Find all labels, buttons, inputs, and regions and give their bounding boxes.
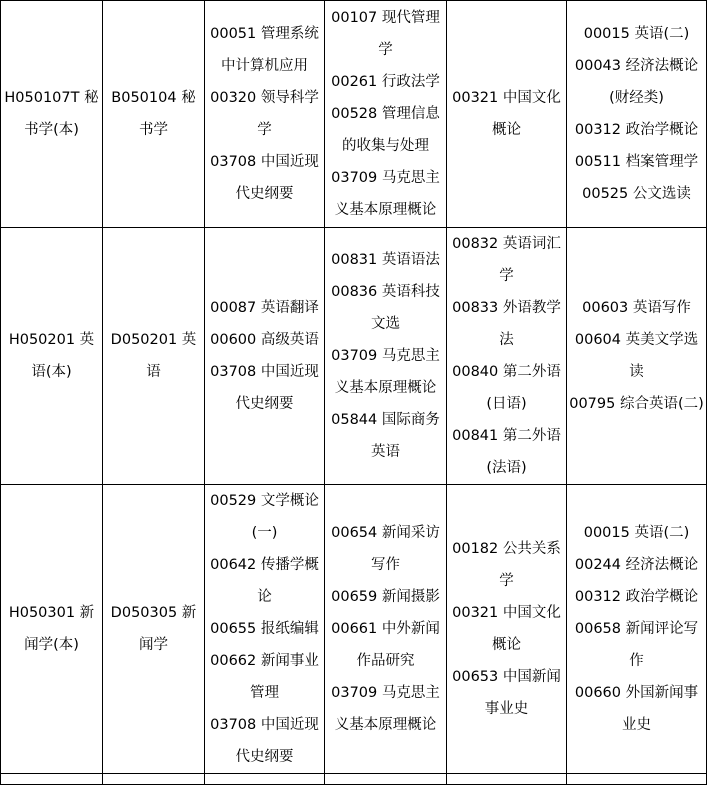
course-entry: 00015 英语(二) — [583, 525, 690, 541]
course-entry: 00529 文学概论(一) — [210, 493, 319, 541]
course-entry: 03708 中国近现代史纲要 — [210, 364, 319, 412]
course-cell — [567, 1, 707, 228]
course-entry: 00261 行政法学 — [331, 74, 440, 90]
course-entry: 00043 经济法概论(财经类) — [574, 58, 699, 106]
course-entry: 03709 马克思主义基本原理概论 — [331, 685, 440, 733]
empty-cell — [1, 774, 103, 785]
base-code-text: B050104 秘书学 — [111, 90, 196, 138]
course-entry: 00642 传播学概论 — [210, 557, 319, 605]
course-entry: 00600 高级英语 — [210, 332, 319, 348]
course-cell — [325, 1, 447, 228]
course-entry: 00662 新闻事业管理 — [210, 653, 319, 701]
table-row — [1, 485, 707, 774]
course-entry: 00660 外国新闻事业史 — [574, 685, 699, 733]
course-entry: 00107 现代管理学 — [331, 10, 440, 58]
empty-cell — [567, 774, 707, 785]
major-code-text: H050201 英语(本) — [8, 332, 95, 380]
major-code-text: H050301 新闻学(本) — [8, 605, 95, 653]
base-code-text: D050201 英语 — [110, 332, 197, 380]
course-cell — [567, 485, 707, 774]
major-code-text: H050107T 秘书学(本) — [4, 90, 99, 138]
course-entry: 00831 英语语法 — [331, 252, 440, 268]
course-cell — [205, 485, 325, 774]
course-entry: 00321 中国文化概论 — [452, 90, 561, 138]
course-entry: 03709 马克思主义基本原理概论 — [331, 170, 440, 218]
empty-cell — [103, 774, 205, 785]
course-cell — [447, 485, 567, 774]
course-entry: 00604 英美文学选读 — [574, 332, 699, 380]
course-entry: 00320 领导科学学 — [210, 90, 319, 138]
course-entry: 00051 管理系统中计算机应用 — [210, 26, 319, 74]
course-entry: 00182 公共关系学 — [452, 541, 561, 589]
course-entry: 00528 管理信息的收集与处理 — [331, 106, 440, 154]
course-entry: 00795 综合英语(二) — [569, 396, 704, 412]
course-entry: 00840 第二外语(日语) — [452, 364, 561, 412]
course-entry: 00655 报纸编辑 — [210, 621, 319, 637]
table-row — [1, 1, 707, 228]
course-entry: 00312 政治学概论 — [574, 122, 699, 138]
course-entry: 00832 英语词汇学 — [452, 236, 561, 284]
course-entry: 00841 第二外语(法语) — [452, 428, 561, 476]
course-cell — [325, 485, 447, 774]
base-code-cell — [103, 485, 205, 774]
course-entry: 00087 英语翻译 — [210, 300, 319, 316]
course-cell — [567, 228, 707, 485]
empty-cell — [447, 774, 567, 785]
course-entry: 00833 外语教学法 — [452, 300, 561, 348]
course-entry: 00015 英语(二) — [583, 26, 690, 42]
course-cell — [325, 228, 447, 485]
base-code-text: D050305 新闻学 — [110, 605, 197, 653]
course-entry: 00511 档案管理学 — [574, 154, 699, 170]
empty-cell — [325, 774, 447, 785]
course-cell — [205, 228, 325, 485]
course-entry: 00603 英语写作 — [582, 300, 691, 316]
course-entry: 00321 中国文化概论 — [452, 605, 561, 653]
course-entry: 00653 中国新闻事业史 — [452, 669, 561, 717]
course-cell — [447, 228, 567, 485]
course-entry: 00312 政治学概论 — [574, 589, 699, 605]
course-entry: 00836 英语科技文选 — [331, 284, 440, 332]
course-entry: 00661 中外新闻作品研究 — [331, 621, 440, 669]
course-entry: 03709 马克思主义基本原理概论 — [331, 348, 440, 396]
course-cell — [447, 1, 567, 228]
table-row — [1, 228, 707, 485]
course-entry: 05844 国际商务英语 — [331, 412, 440, 460]
table-row-partial — [1, 774, 707, 785]
base-code-cell — [103, 1, 205, 228]
course-entry: 00525 公文选读 — [582, 186, 691, 202]
base-code-cell — [103, 228, 205, 485]
major-code-cell — [1, 485, 103, 774]
course-entry: 00654 新闻采访写作 — [331, 525, 440, 573]
major-code-cell — [1, 228, 103, 485]
course-entry: 00659 新闻摄影 — [331, 589, 440, 605]
major-code-cell — [1, 1, 103, 228]
course-cell — [205, 1, 325, 228]
course-entry: 03708 中国近现代史纲要 — [210, 154, 319, 202]
course-entry: 00658 新闻评论写作 — [574, 621, 699, 669]
course-entry: 03708 中国近现代史纲要 — [210, 717, 319, 765]
course-entry: 00244 经济法概论 — [574, 557, 699, 573]
empty-cell — [205, 774, 325, 785]
